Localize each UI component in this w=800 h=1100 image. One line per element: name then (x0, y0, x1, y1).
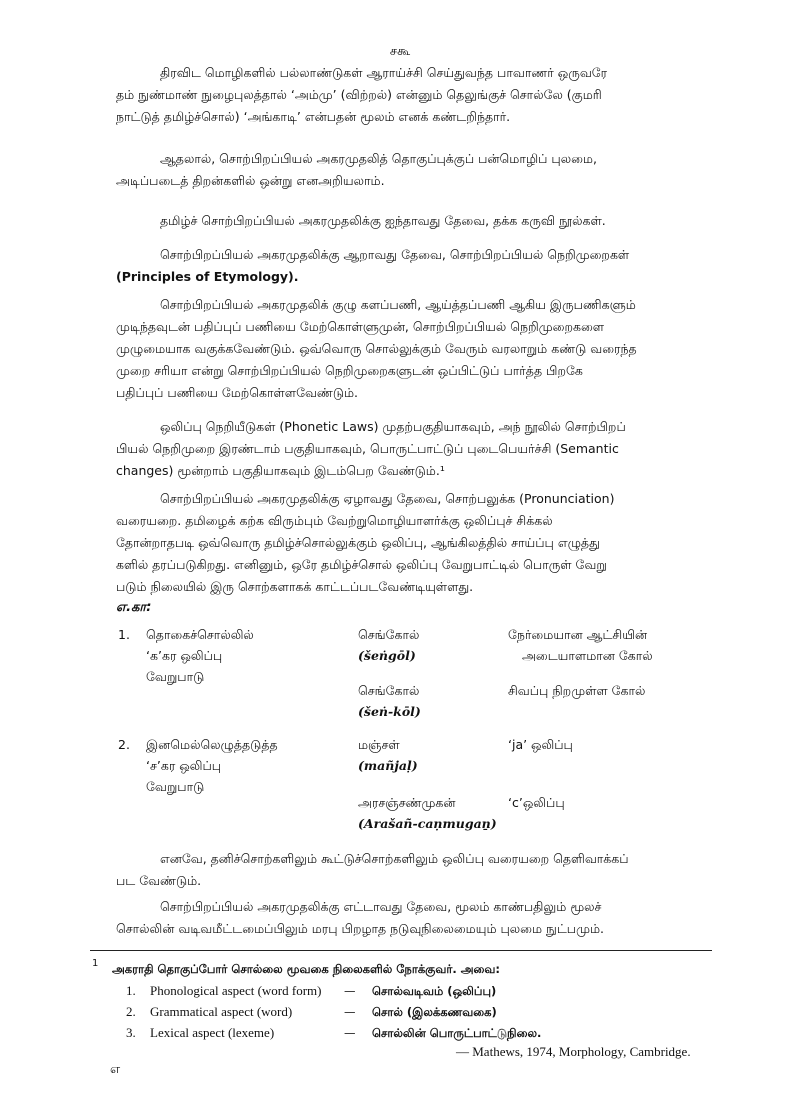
text-line: சொற்பிறப்பியல் அகரமுதலிக்கு ஆறாவது தேவை, சொற்பிறப்பியல் நெறிமுறைகள் (160, 247, 630, 262)
footnote-item-number: 1. (126, 983, 136, 998)
text-line: படும் நிலையில் இரு சொற்களாகக் காட்டப்படவேண்டியுள்ளது. (116, 579, 474, 594)
text-line: பியல் நெறிமுறை இரண்டாம் பகுதியாகவும், பொருட்பாட்டுப் புடைபெயர்ச்சி (Semantic (116, 441, 619, 456)
text-line: தொகைச்சொல்லில் (146, 627, 254, 642)
paragraph-6 (116, 416, 672, 482)
text-line: ஆதலால், சொற்பிறப்பியல் அகரமுதலித் தொகுப்புக்குப் பன்மொழிப் புலமை, (160, 151, 597, 166)
paragraph-7 (116, 488, 672, 598)
text-line: ‘க’கர ஒலிப்பு (146, 648, 223, 663)
footnote-item-tamil: சொல்லின் பொருட்பாட்டுநிலை. (372, 1026, 542, 1040)
text-line: அடிப்படைத் திறன்களில் ஒன்று எனஅறியலாம். (116, 173, 385, 188)
text-line: இனமெல்லெழுத்தடுத்த (146, 737, 278, 752)
text-line: தம் நுண்மாண் நுழைபுலத்தால் ‘அம்மு’ (விற்றல்) என்னும் தெலுங்குச் சொல்லே (குமரி (116, 87, 602, 102)
text-line: முழுமையாக வகுக்கவேண்டும். ஒவ்வொரு சொல்லுக்கும் வேரும் வரலாறும் கண்டு வரைந்த (116, 341, 637, 356)
text-line: அடையாளமான கோல் (522, 648, 653, 663)
footnote-marker: 1 (92, 958, 99, 969)
paragraph-9 (116, 896, 672, 940)
example-1-description (146, 624, 254, 687)
text-line: சொற்பிறப்பியல் அகரமுதலிக்கு ஏழாவது தேவை, சொற்பலுக்க (Pronunciation) (160, 491, 615, 506)
text-line: சொற்பிறப்பியல் அகரமுதலிக்கு எட்டாவது தேவை, மூலம் காண்பதிலும் மூலச் (160, 899, 602, 914)
paragraph-8 (116, 848, 672, 892)
footnote-item-tamil: சொல் (இலக்கணவகை) (372, 1005, 497, 1019)
footnote-item-number: 2. (126, 1004, 136, 1019)
text-line: வேறுபாடு (146, 779, 205, 794)
tamil-word: செங்கோல் (358, 627, 420, 642)
paragraph-1 (116, 62, 672, 128)
example-2-description (146, 734, 278, 797)
text-line: எனவே, தனிச்சொற்களிலும் கூட்டுச்சொற்களிலும் ஒலிப்பு வரையறை தெளிவாக்கப் (160, 851, 629, 866)
example-1-meaning-2: சிவப்பு நிறமுள்ள கோல் (508, 683, 646, 698)
text-line: சொற்பிறப்பியல் அகரமுதலிக் குழு களப்பணி, ஆய்த்தப்பணி ஆகிய இருபணிகளும் (160, 297, 636, 312)
text-line: (Principles of Etymology). (116, 269, 299, 284)
example-2-word-1 (358, 734, 418, 776)
text-line: வேறுபாடு (146, 669, 205, 684)
footnote-intro: அகராதி தொகுப்போர் சொல்லை மூவகை நிலைகளில் நோக்குவர். அவை: (112, 962, 500, 976)
text-line: ‘ச’கர ஒலிப்பு (146, 758, 222, 773)
footnote-item-dash: — (344, 984, 356, 998)
transliteration: (šeṅgōl) (358, 648, 416, 663)
footnote-item-english: Lexical aspect (lexeme) (150, 1025, 275, 1040)
example-2-number: 2. (118, 737, 130, 752)
text-line: திரவிட மொழிகளில் பல்லாண்டுகள் ஆராய்ச்சி செய்துவந்த பாவாணர் ஒருவரே (160, 65, 608, 80)
tamil-word: அரசஞ்சண்முகன் (358, 795, 456, 810)
text-line: changes) மூன்றாம் பகுதியாகவும் இடம்பெற வேண்டும்.¹ (116, 463, 445, 478)
paragraph-3 (116, 210, 672, 232)
example-2-word-2 (358, 792, 497, 834)
transliteration: (šeṅ-kōl) (358, 704, 421, 719)
footnote-item-number: 3. (126, 1025, 136, 1040)
text-line: களில் தரப்படுகிறது. எனினும், ஒரே தமிழ்ச்சொல் ஒலிப்பு வேறுபாட்டில் பொருள் வேறு (116, 557, 607, 572)
text-line: நேர்மையான ஆட்சியின் (508, 627, 648, 642)
example-1-word-2 (358, 680, 421, 722)
footnote-divider (90, 950, 712, 951)
tamil-word: மஞ்சள் (358, 737, 400, 752)
transliteration: (Arašañ-caṇmugaṉ) (358, 816, 497, 831)
paragraph-5 (116, 294, 672, 404)
text-line: சொல்லின் வடிவமீட்டமைப்பிலும் மரபு பிறழாத நடுவுநிலைமையும் புலமை நுட்பமும். (116, 921, 604, 936)
text-line: முடிந்தவுடன் பதிப்புப் பணியை மேற்கொள்ளுமுன், சொற்பிறப்பியல் நெறிமுறைகளை (116, 319, 605, 334)
footnote-item-dash: — (344, 1026, 356, 1040)
signature-mark: எ (110, 1062, 121, 1077)
text-line: நாட்டுத் தமிழ்ச்சொல்) ‘அங்காடி’ என்பதன் மூலம் எனக் கண்டறிந்தார். (116, 109, 511, 124)
example-2-meaning-2: ‘c’ஒலிப்பு (508, 795, 565, 810)
footnote-citation: — Mathews, 1974, Morphology, Cambridge. (456, 1044, 691, 1059)
paragraph-4 (116, 244, 672, 288)
text-line: முறை சரியா என்று சொற்பிறப்பியல் நெறிமுறைகளுடன் ஒப்பிட்டுப் பார்த்த பிறகே (116, 363, 583, 378)
transliteration: (mañjaḷ) (358, 758, 418, 773)
tamil-word: செங்கோல் (358, 683, 420, 698)
text-line: பட வேண்டும். (116, 873, 202, 888)
footnote-item-dash: — (344, 1005, 356, 1019)
footnote-item-english: Grammatical aspect (word) (150, 1004, 293, 1019)
text-line: தோன்றாதபடி ஒவ்வொரு தமிழ்ச்சொல்லுக்கும் ஒலிப்பு, ஆங்கிலத்தில் சாய்ப்பு எழுத்து (116, 535, 600, 550)
text-line: பதிப்புப் பணியை மேற்கொள்ளவேண்டும். (116, 385, 359, 400)
text-line: வரையறை. தமிழைக் கற்க விரும்பும் வேற்றுமொழியாளர்க்கு ஒலிப்புச் சிக்கல் (116, 513, 553, 528)
example-1-meaning-1 (508, 624, 653, 666)
paragraph-2 (116, 148, 672, 192)
text-line: ஒலிப்பு நெறியீடுகள் (Phonetic Laws) முதற்பகுதியாகவும், அந் நூலில் சொற்பிறப் (160, 419, 626, 434)
example-label: எ.கா: (116, 600, 152, 615)
footnote-item-tamil: சொல்வடிவம் (ஒலிப்பு) (372, 984, 497, 998)
page-number: சகூ (389, 44, 411, 59)
example-1-word-1 (358, 624, 419, 666)
text-line: தமிழ்ச் சொற்பிறப்பியல் அகரமுதலிக்கு ஐந்தாவது தேவை, தக்க கருவி நூல்கள். (160, 213, 606, 228)
example-2-meaning-1: ‘ja’ ஒலிப்பு (508, 737, 573, 752)
example-1-number: 1. (118, 627, 130, 642)
footnote-item-english: Phonological aspect (word form) (150, 983, 322, 998)
